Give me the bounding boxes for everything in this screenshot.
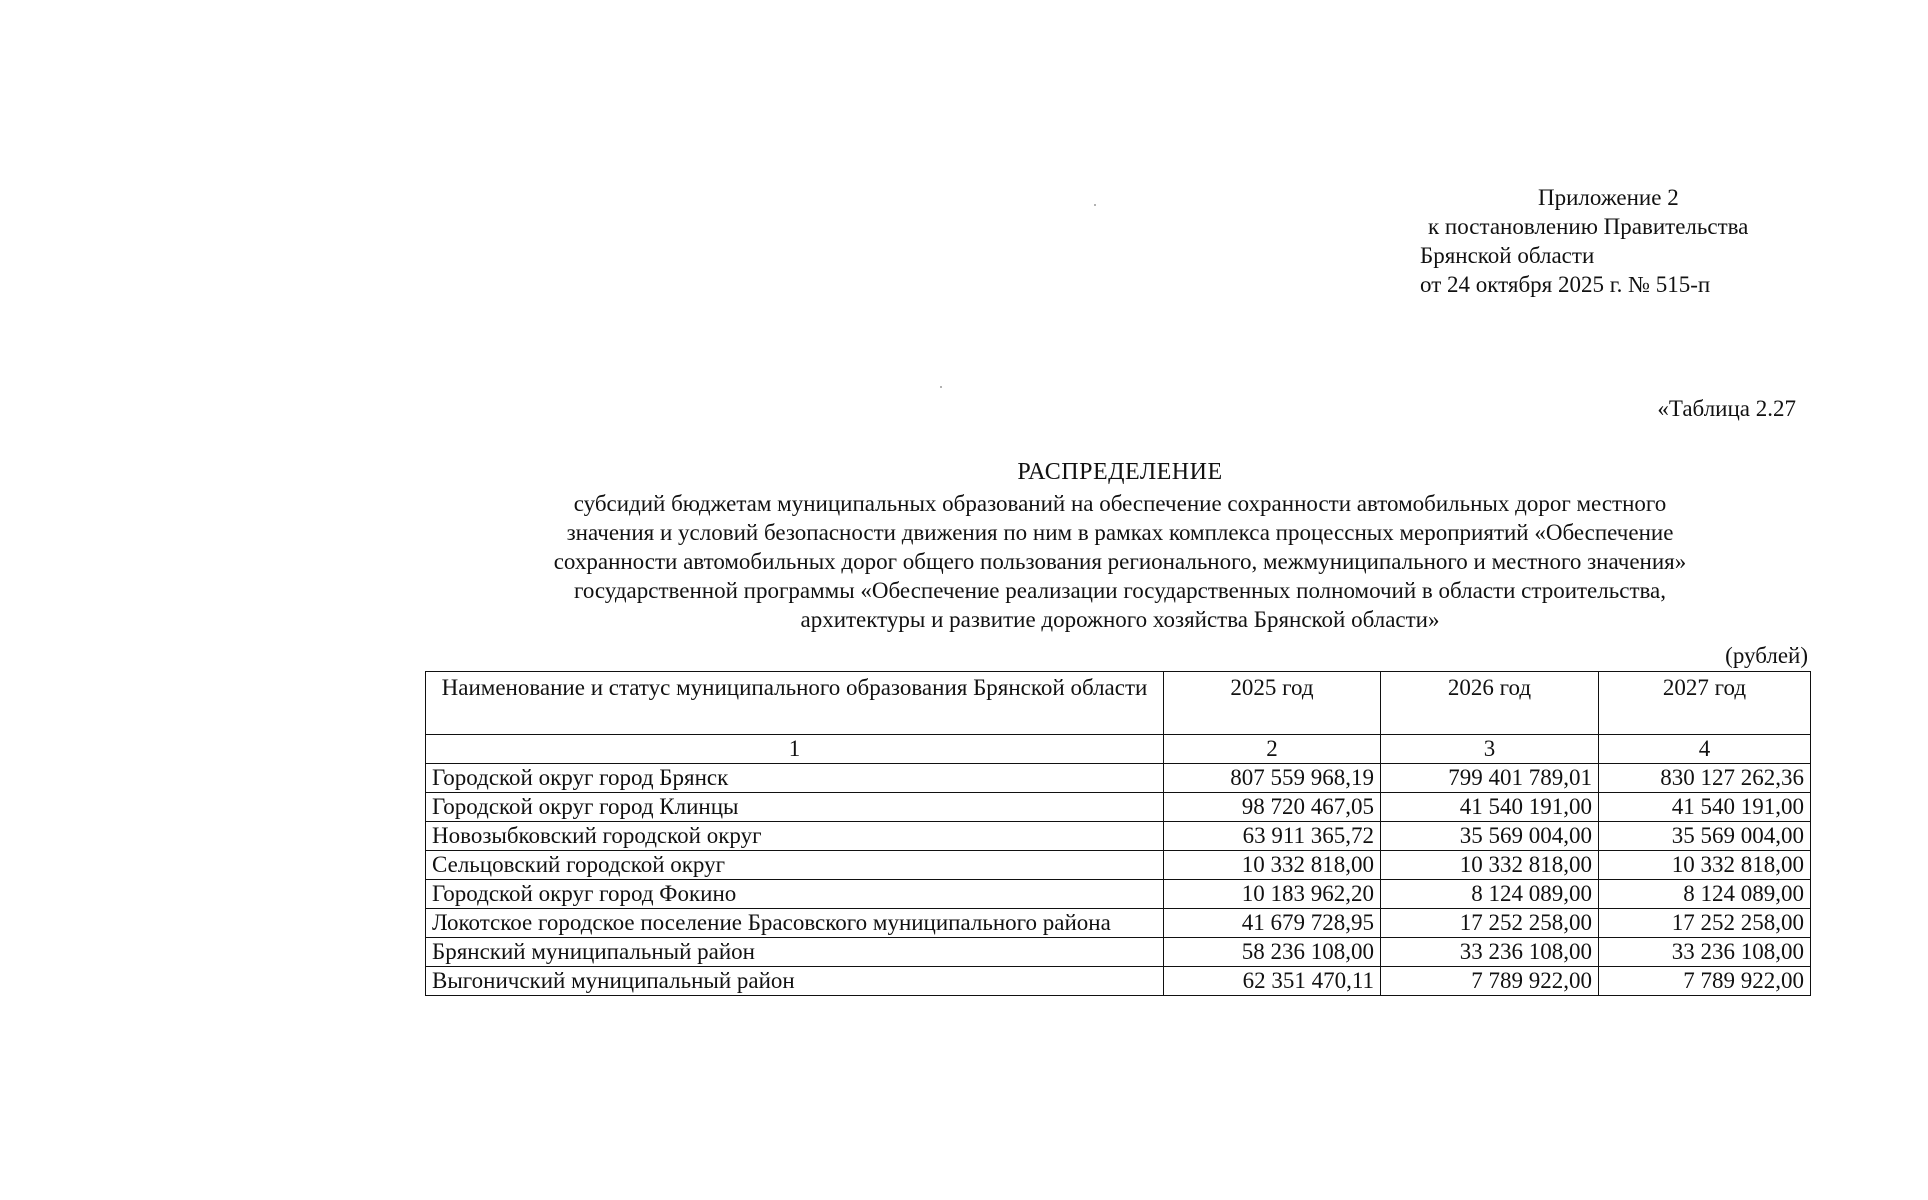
- column-number: 2: [1164, 735, 1381, 764]
- table-row: [426, 764, 1811, 793]
- title-line: субсидий бюджетам муниципальных образований на обеспечение сохранности автомобильных дорог местного: [573, 491, 1667, 516]
- amount-2025: 63 911 365,72: [1164, 822, 1381, 851]
- municipality-name: Брянский муниципальный район: [426, 938, 1164, 967]
- table-row: [426, 909, 1811, 938]
- amount-2027: 830 127 262,36: [1599, 764, 1811, 793]
- amount-2027: 17 252 258,00: [1599, 909, 1811, 938]
- header-year-2027: 2027 год: [1599, 672, 1811, 735]
- municipality-name: Городской округ город Фокино: [426, 880, 1164, 909]
- title-line: значения и условий безопасности движения по ним в рамках комплекса процессных мероприятий «Обеспечение: [566, 520, 1674, 545]
- municipality-name: Выгоничский муниципальный район: [426, 967, 1164, 996]
- amount-2025: 58 236 108,00: [1164, 938, 1381, 967]
- municipality-name: Городской округ город Брянск: [426, 764, 1164, 793]
- header-year-2026: 2026 год: [1381, 672, 1599, 735]
- municipality-name: Локотское городское поселение Брасовского муниципального района: [426, 909, 1164, 938]
- amount-2026: 8 124 089,00: [1381, 880, 1599, 909]
- table-row: [426, 822, 1811, 851]
- amount-2025: 10 332 818,00: [1164, 851, 1381, 880]
- appendix-line-3: Брянской области: [1420, 243, 1595, 268]
- amount-2027: 33 236 108,00: [1599, 938, 1811, 967]
- amount-2026: 41 540 191,00: [1381, 793, 1599, 822]
- amount-2026: 10 332 818,00: [1381, 851, 1599, 880]
- title-heading: РАСПРЕДЕЛЕНИЕ: [1017, 459, 1223, 485]
- amount-2027: 41 540 191,00: [1599, 793, 1811, 822]
- table-row: [426, 938, 1811, 967]
- header-year-2025: 2025 год: [1164, 672, 1381, 735]
- column-number: 4: [1599, 735, 1811, 764]
- title-line: сохранности автомобильных дорог общего пользования регионального, межмуниципального и местного значения»: [553, 549, 1687, 574]
- title-line: архитектуры и развитие дорожного хозяйства Брянской области»: [800, 607, 1440, 632]
- amount-2027: 10 332 818,00: [1599, 851, 1811, 880]
- scan-speck: [940, 386, 942, 388]
- amount-2025: 62 351 470,11: [1164, 967, 1381, 996]
- document-title: [420, 458, 1820, 634]
- appendix-line-1: Приложение 2: [1538, 185, 1679, 210]
- table-row: [426, 851, 1811, 880]
- units-label: (рублей): [1725, 643, 1808, 668]
- amount-2027: 8 124 089,00: [1599, 880, 1811, 909]
- title-line: государственной программы «Обеспечение реализации государственных полномочий в области строительства,: [573, 578, 1667, 603]
- column-number-row: [426, 735, 1811, 764]
- municipality-name: Городской округ город Клинцы: [426, 793, 1164, 822]
- amount-2025: 98 720 467,05: [1164, 793, 1381, 822]
- municipality-name: Новозыбковский городской округ: [426, 822, 1164, 851]
- table-row: [426, 967, 1811, 996]
- amount-2027: 7 789 922,00: [1599, 967, 1811, 996]
- appendix-line-4: от 24 октября 2025 г. № 515-п: [1420, 272, 1711, 297]
- scan-speck: [1094, 204, 1096, 206]
- table-row: [426, 880, 1811, 909]
- amount-2026: 7 789 922,00: [1381, 967, 1599, 996]
- amount-2025: 807 559 968,19: [1164, 764, 1381, 793]
- column-number: 3: [1381, 735, 1599, 764]
- table-row: [426, 793, 1811, 822]
- amount-2026: 17 252 258,00: [1381, 909, 1599, 938]
- amount-2025: 41 679 728,95: [1164, 909, 1381, 938]
- distribution-table: [425, 671, 1811, 996]
- amount-2025: 10 183 962,20: [1164, 880, 1381, 909]
- amount-2026: 799 401 789,01: [1381, 764, 1599, 793]
- amount-2026: 35 569 004,00: [1381, 822, 1599, 851]
- column-number: 1: [426, 735, 1164, 764]
- header-municipality: Наименование и статус муниципального образования Брянской области: [426, 672, 1164, 735]
- appendix-line-2: к постановлению Правительства: [1428, 214, 1749, 239]
- amount-2026: 33 236 108,00: [1381, 938, 1599, 967]
- appendix-block: [1420, 183, 1748, 299]
- table-number: «Таблица 2.27: [1657, 396, 1796, 421]
- table-header-row: [426, 672, 1811, 735]
- municipality-name: Сельцовский городской округ: [426, 851, 1164, 880]
- amount-2027: 35 569 004,00: [1599, 822, 1811, 851]
